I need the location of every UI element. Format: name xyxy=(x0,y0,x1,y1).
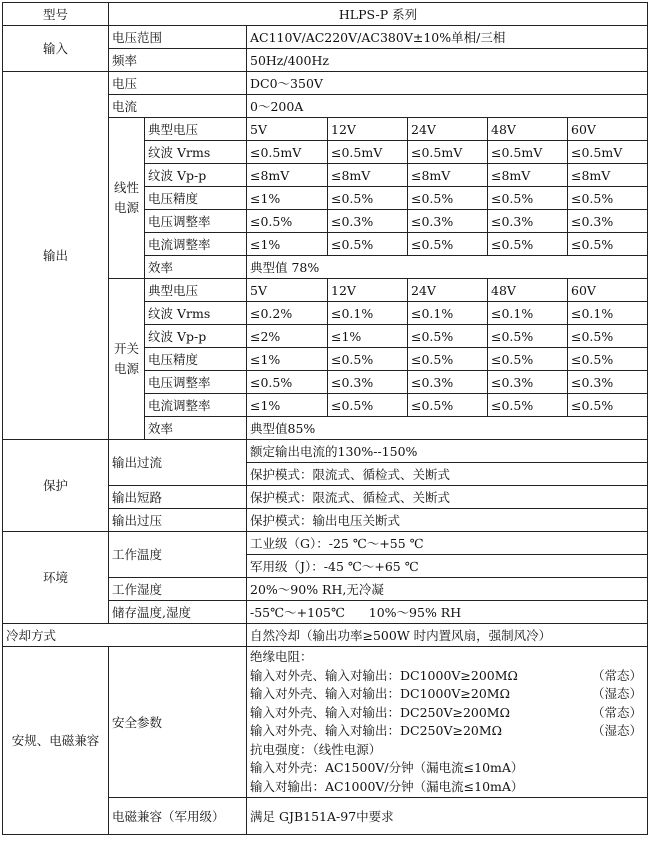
insulation-line xyxy=(250,722,644,741)
input-frequency-label: 频率 xyxy=(109,49,247,72)
linear-cell: ≤0.5% xyxy=(408,187,488,210)
insulation-text: 输入对外壳、输入对输出：DC250V≥200MΩ xyxy=(250,704,510,720)
switching-row-label: 纹波 Vp-p xyxy=(145,325,247,348)
cooling-value: 自然冷却（输出功率≥500W 时内置风扇，强制风冷） xyxy=(247,624,648,647)
storage-value: -55℃～+105℃ 10%～95% RH xyxy=(247,601,648,624)
linear-cell: ≤0.5% xyxy=(408,233,488,256)
switching-cell: ≤1% xyxy=(247,394,328,417)
linear-cell: ≤8mV xyxy=(488,164,568,187)
cooling-row xyxy=(3,624,648,647)
switching-cell: ≤0.1% xyxy=(328,302,408,325)
safety-params-value xyxy=(247,647,648,798)
insulation-line xyxy=(250,704,644,723)
switching-cell: ≤0.1% xyxy=(408,302,488,325)
linear-row-label: 电压调整率 xyxy=(145,210,247,233)
safety-params-label: 安全参数 xyxy=(109,647,247,798)
cooling-label: 冷却方式 xyxy=(3,624,247,647)
switching-cell: ≤0.5% xyxy=(328,394,408,417)
short-circuit-mode: 保护模式：限流式、循检式、关断式 xyxy=(247,486,648,509)
insulation-state: （常态） xyxy=(592,667,643,683)
linear-section-label: 线性电源 xyxy=(109,118,145,279)
switching-section-label: 开关电源 xyxy=(109,279,145,440)
model-label: 型号 xyxy=(3,3,109,26)
switching-cell: ≤0.5% xyxy=(408,394,488,417)
insulation-title: 绝缘电阻： xyxy=(250,649,313,664)
linear-cell: 24V xyxy=(408,118,488,141)
linear-cell: ≤0.5mV xyxy=(568,141,648,164)
linear-row-label: 电压精度 xyxy=(145,187,247,210)
safety-params-row xyxy=(3,647,648,798)
insulation-text: 输入对外壳、输入对输出：DC1000V≥20MΩ xyxy=(250,686,510,701)
overvoltage-mode: 保护模式：输出电压关断式 xyxy=(247,509,648,532)
switching-cell: ≤0.5% xyxy=(568,394,648,417)
input-frequency-value: 50Hz/400Hz xyxy=(247,49,648,72)
strength-line: 输入对输出：AC1000V/分钟（漏电流≤10mA） xyxy=(250,778,524,794)
linear-cell: ≤0.5mV xyxy=(488,141,568,164)
switching-row-label: 电压调整率 xyxy=(145,371,247,394)
strength-line: 输入对外壳：AC1500V/分钟（漏电流≤10mA） xyxy=(250,760,524,775)
model-value: HLPS-P 系列 xyxy=(109,3,648,26)
output-current-value: 0～200A xyxy=(247,95,648,118)
output-voltage-label: 电压 xyxy=(109,72,247,95)
input-voltage-row xyxy=(3,26,648,49)
short-circuit-label: 输出短路 xyxy=(109,486,247,509)
switching-cell: 12V xyxy=(328,279,408,302)
linear-cell: ≤0.5% xyxy=(568,187,648,210)
switching-cell: ≤0.3% xyxy=(408,371,488,394)
linear-cell: ≤1% xyxy=(247,233,328,256)
input-voltage-label: 电压范围 xyxy=(109,26,247,49)
linear-cell: ≤0.3% xyxy=(488,210,568,233)
strength-title: 抗电强度：（线性电源） xyxy=(250,741,382,757)
linear-cell: 12V xyxy=(328,118,408,141)
linear-row-label: 电流调整率 xyxy=(145,233,247,256)
linear-row-label: 纹波 Vp-p xyxy=(145,164,247,187)
switching-row-label: 电压精度 xyxy=(145,348,247,371)
protection-section-label: 保护 xyxy=(3,440,109,532)
switching-cell: ≤0.5% xyxy=(328,348,408,371)
insulation-state: （湿态） xyxy=(592,723,643,738)
work-temp-military: 军用级（J）：-45 ℃～+65 ℃ xyxy=(247,555,648,578)
switching-cell: 60V xyxy=(568,279,648,302)
linear-cell: ≤0.5% xyxy=(488,187,568,210)
linear-cell: ≤0.3% xyxy=(408,210,488,233)
switching-efficiency-label: 效率 xyxy=(145,417,247,440)
work-temp-industrial: 工业级（G）：-25 ℃～+55 ℃ xyxy=(247,532,648,555)
switching-row-label: 电流调整率 xyxy=(145,394,247,417)
linear-cell: ≤0.3% xyxy=(328,210,408,233)
switching-cell: ≤0.3% xyxy=(488,371,568,394)
switching-cell: ≤0.3% xyxy=(328,371,408,394)
switching-cell: ≤0.5% xyxy=(488,394,568,417)
switching-cell: ≤0.5% xyxy=(568,325,648,348)
switching-cell: 24V xyxy=(408,279,488,302)
emc-label: 电磁兼容（军用级） xyxy=(109,798,247,835)
storage-label: 储存温度,湿度 xyxy=(109,601,247,624)
switching-cell: ≤0.5% xyxy=(568,348,648,371)
output-current-label: 电流 xyxy=(109,95,247,118)
linear-cell: ≤0.5mV xyxy=(328,141,408,164)
linear-cell: ≤8mV xyxy=(568,164,648,187)
linear-cell: ≤0.5% xyxy=(488,233,568,256)
linear-efficiency-value: 典型值 78% xyxy=(247,256,648,279)
linear-cell: ≤0.5mV xyxy=(247,141,328,164)
linear-cell: ≤0.5% xyxy=(568,233,648,256)
linear-cell: ≤8mV xyxy=(328,164,408,187)
switching-cell: ≤2% xyxy=(247,325,328,348)
switching-cell: ≤0.2% xyxy=(247,302,328,325)
insulation-text: 输入对外壳、输入对输出：DC250V≥20MΩ xyxy=(250,723,503,738)
insulation-line xyxy=(250,667,644,686)
work-temp-label: 工作温度 xyxy=(109,532,247,578)
insulation-state: （湿态） xyxy=(592,686,643,701)
overvoltage-label: 输出过压 xyxy=(109,509,247,532)
insulation-text: 输入对外壳、输入对输出：DC1000V≥200MΩ xyxy=(250,667,518,683)
overcurrent-mode: 保护模式：限流式、循检式、关断式 xyxy=(247,463,648,486)
environment-section-label: 环境 xyxy=(3,532,109,624)
linear-efficiency-label: 效率 xyxy=(145,256,247,279)
linear-row-label: 纹波 Vrms xyxy=(145,141,247,164)
header-row xyxy=(3,3,648,26)
work-humidity-value: 20%～90% RH,无冷凝 xyxy=(247,578,648,601)
output-voltage-row xyxy=(3,72,648,95)
linear-cell: ≤8mV xyxy=(247,164,328,187)
linear-cell: ≤0.5% xyxy=(328,187,408,210)
linear-cell: ≤1% xyxy=(247,187,328,210)
switching-cell: ≤0.5% xyxy=(488,325,568,348)
protection-overcurrent-row xyxy=(3,440,648,463)
safety-section-label: 安规、电磁兼容 xyxy=(3,647,109,835)
insulation-line xyxy=(250,685,644,704)
linear-cell: ≤0.5% xyxy=(247,210,328,233)
overcurrent-rated: 额定输出电流的130%--150% xyxy=(247,440,648,463)
switching-cell: ≤0.1% xyxy=(488,302,568,325)
linear-cell: ≤0.3% xyxy=(568,210,648,233)
linear-cell: ≤8mV xyxy=(408,164,488,187)
switching-row-label: 典型电压 xyxy=(145,279,247,302)
linear-cell: 60V xyxy=(568,118,648,141)
emc-value: 满足 GJB151A-97中要求 xyxy=(247,798,648,835)
work-humidity-label: 工作湿度 xyxy=(109,578,247,601)
switching-cell: ≤0.3% xyxy=(568,371,648,394)
environment-work-temp-row xyxy=(3,532,648,555)
linear-cell: ≤0.5% xyxy=(328,233,408,256)
output-section-label: 输出 xyxy=(3,72,109,440)
switching-efficiency-value: 典型值85% xyxy=(247,417,648,440)
spec-table xyxy=(2,2,648,835)
output-voltage-value: DC0～350V xyxy=(247,72,648,95)
linear-row-label: 典型电压 xyxy=(145,118,247,141)
switching-cell: ≤0.5% xyxy=(488,348,568,371)
switching-cell: ≤0.5% xyxy=(247,371,328,394)
switching-row-label: 纹波 Vrms xyxy=(145,302,247,325)
linear-cell: 5V xyxy=(247,118,328,141)
switching-cell: ≤1% xyxy=(247,348,328,371)
insulation-state: （常态） xyxy=(592,704,643,720)
switching-cell: ≤1% xyxy=(328,325,408,348)
overcurrent-label: 输出过流 xyxy=(109,440,247,486)
input-voltage-value: AC110V/AC220V/AC380V±10%单相/三相 xyxy=(247,26,648,49)
switching-cell: ≤0.1% xyxy=(568,302,648,325)
switching-cell: ≤0.5% xyxy=(408,325,488,348)
linear-cell: ≤0.5mV xyxy=(408,141,488,164)
input-section-label: 输入 xyxy=(3,26,109,72)
switching-cell: ≤0.5% xyxy=(408,348,488,371)
linear-cell: 48V xyxy=(488,118,568,141)
switching-cell: 48V xyxy=(488,279,568,302)
switching-cell: 5V xyxy=(247,279,328,302)
